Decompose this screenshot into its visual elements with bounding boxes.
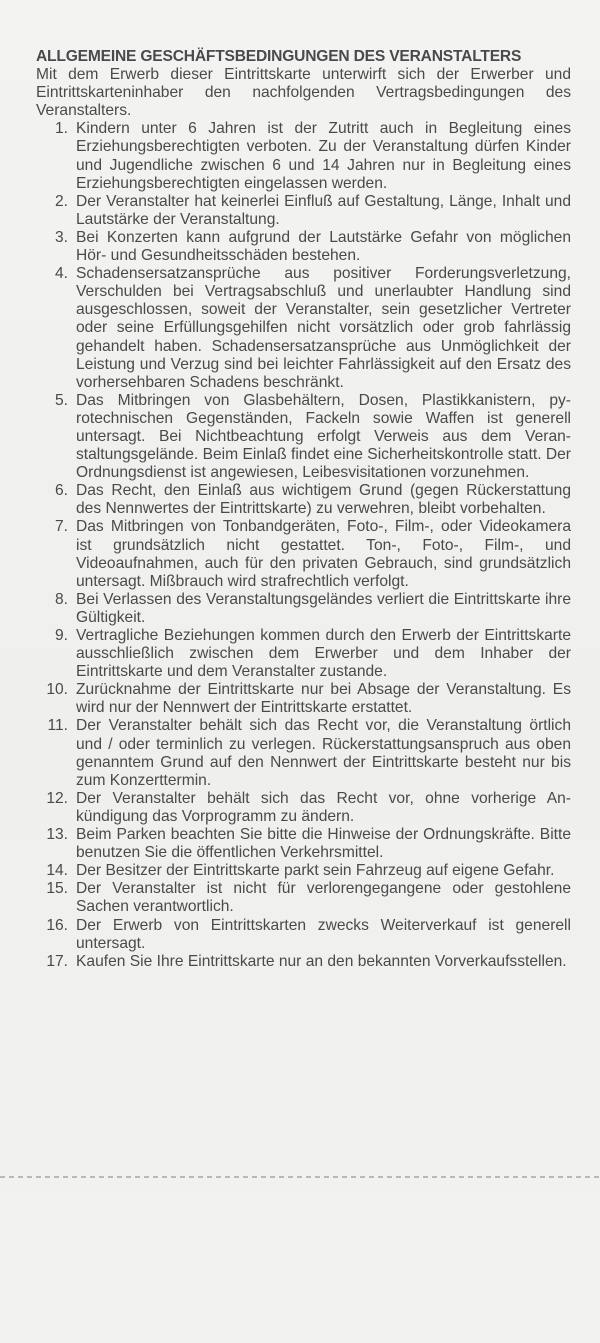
clause-item bbox=[36, 717, 571, 789]
clause-number: 2. bbox=[54, 192, 68, 210]
perforation-line bbox=[0, 1174, 600, 1180]
clause-number: 17. bbox=[46, 952, 68, 970]
clause-item bbox=[36, 880, 571, 916]
clause-text: Bei Konzerten kann aufgrund der Lautstärke Gefahr von möglichen Hör- und Gesundheitsschäden bestehen. bbox=[76, 228, 571, 265]
clause-item bbox=[36, 917, 571, 953]
clause-number: 3. bbox=[54, 228, 68, 246]
clause-number: 16. bbox=[46, 916, 68, 934]
clause-item bbox=[36, 265, 571, 392]
clause-item bbox=[36, 681, 571, 717]
clause-text: Schadensersatzansprüche aus positiver Forderungsverletzung, Verschulden bei Vertragsabschluß und unerlaubter Handlung sind ausgeschlossen, soweit der Veranstalter, sein gesetzlicher Vertreter oder seine Erfüllungsgehilfen nicht vorsätzlich oder grob fahrlässig gehandelt haben. Schadensersatzansprüche aus Unmöglichkeit der Leistung und Verzug sind bei leichter Fahrlässigkeit auf den Ersatz des vorhersehbaren Schadens beschränkt. bbox=[76, 265, 571, 391]
terms-block bbox=[36, 48, 571, 971]
clause-text: Kaufen Sie Ihre Eintrittskarte nur an den bekannten Vorverkaufsstellen. bbox=[76, 952, 567, 970]
clause-text: Der Erwerb von Eintrittskarten zwecks Weiterverkauf ist generell untersagt. bbox=[76, 916, 571, 952]
clause-number: 15. bbox=[46, 880, 68, 898]
clause-number: 7. bbox=[54, 518, 68, 536]
clause-item bbox=[36, 826, 571, 862]
clause-item bbox=[36, 591, 571, 627]
clause-text: Bei Verlassen des Veranstaltungsgeländes verliert die Eintrittskarte ihre Gültigkeit. bbox=[76, 590, 571, 626]
clause-item bbox=[36, 518, 571, 590]
clause-number: 12. bbox=[46, 789, 68, 807]
clause-item bbox=[36, 229, 571, 265]
clause-number: 1. bbox=[54, 120, 68, 138]
clause-number: 9. bbox=[54, 627, 68, 644]
clause-item bbox=[36, 953, 571, 971]
clause-text: Das Recht, den Einlaß aus wichtigem Grund (gegen Rückerstattung des Nennwertes der Eintrittskarte) zu verwehren, bleibt vorbehalten. bbox=[76, 482, 571, 518]
clause-list bbox=[36, 120, 571, 970]
page-title: ALLGEMEINE GESCHÄFTSBEDINGUNGEN DES VERANSTALTERS bbox=[36, 48, 522, 65]
clause-item bbox=[36, 790, 571, 826]
clause-number: 4. bbox=[54, 265, 68, 283]
clause-text: Der Veranstalter behält sich das Recht vor, ohne vorherige Ankündigung das Vorprogramm zu ändern. bbox=[76, 789, 571, 825]
clause-item bbox=[36, 627, 571, 681]
clause-text: Der Besitzer der Eintrittskarte parkt sein Fahrzeug auf eigene Gefahr. bbox=[76, 862, 555, 880]
clause-item bbox=[36, 120, 571, 192]
clause-text: Beim Parken beachten Sie bitte die Hinweise der Ordnungskräfte. Bitte benutzen Sie die öffentlichen Verkehrsmittel. bbox=[76, 826, 571, 862]
clause-text: Das Mitbringen von Glasbehältern, Dosen, Plastikkanistern, pyrotechnischen Gegenständen, Fackeln sowie Waffen ist generell untersagt. Bei Nichtbeachtung erfolgt Verweis aus dem Veranstaltungsgelände. Beim Einlaß findet eine Sicherheitskontrolle statt. Der Ordnungsdienst ist angewiesen, Leibesvisitationen vorzunehmen. bbox=[76, 391, 571, 482]
clause-number: 13. bbox=[46, 826, 68, 844]
clause-item bbox=[36, 392, 571, 482]
clause-number: 11. bbox=[47, 717, 68, 735]
clause-number: 6. bbox=[54, 482, 68, 500]
clause-item bbox=[36, 862, 571, 880]
clause-number: 5. bbox=[54, 391, 68, 409]
clause-number: 10. bbox=[46, 681, 68, 699]
clause-text: Der Veranstalter hat keinerlei Einfluß auf Gestaltung, Länge, Inhalt und Lautstärke der Veranstaltung. bbox=[76, 192, 571, 228]
clause-number: 14. bbox=[46, 862, 68, 880]
clause-text: Der Veranstalter behält sich das Recht vor, die Veranstaltung örtlich und / oder terminlich zu verlegen. Rückerstattungsanspruch aus oben genanntem Grund auf den Nennwert der Eintrittskarte besteht nur bis zum Konzerttermin. bbox=[76, 717, 571, 789]
clause-number: 8. bbox=[54, 590, 68, 608]
clause-text: Kindern unter 6 Jahren ist der Zutritt auch in Begleitung eines Erziehungsberechtigten verboten. Zu der Veranstaltung dürfen Kinder und Jugendliche zwischen 6 und 14 Jahren nur in Begleitung eines Erziehungsberechtigten eingelassen werden. bbox=[76, 120, 571, 192]
clause-text: Zurücknahme der Eintrittskarte nur bei Absage der Veranstaltung. Es wird nur der Nennwert der Eintrittskarte erstattet. bbox=[76, 681, 571, 717]
clause-text: Das Mitbringen von Tonbandgeräten, Foto-, Film-, oder Videokamera ist grundsätzlich nicht gestattet. Ton-, Foto-, Film-, und Videoaufnahmen, auch für den privaten Gebrauch, sind grundsätzlich untersagt. Mißbrauch wird strafrechtlich verfolgt. bbox=[76, 518, 571, 590]
intro-paragraph: Mit dem Erwerb dieser Eintrittskarte unterwirft sich der Erwerber und Eintrittskarteninhaber den nachfolgenden Vertragsbedingungen des Veranstalters. bbox=[36, 66, 571, 120]
clause-item bbox=[36, 193, 571, 229]
clause-text: Vertragliche Beziehungen kommen durch den Erwerb der Eintrittskarte ausschließlich zwischen dem Erwerber und dem Inhaber der Eintrittskarte und dem Veranstalter zustande. bbox=[76, 627, 571, 681]
clause-item bbox=[36, 482, 571, 518]
clause-text: Der Veranstalter ist nicht für verlorengegangene oder gestohlene Sachen verantwortlich. bbox=[76, 880, 571, 916]
